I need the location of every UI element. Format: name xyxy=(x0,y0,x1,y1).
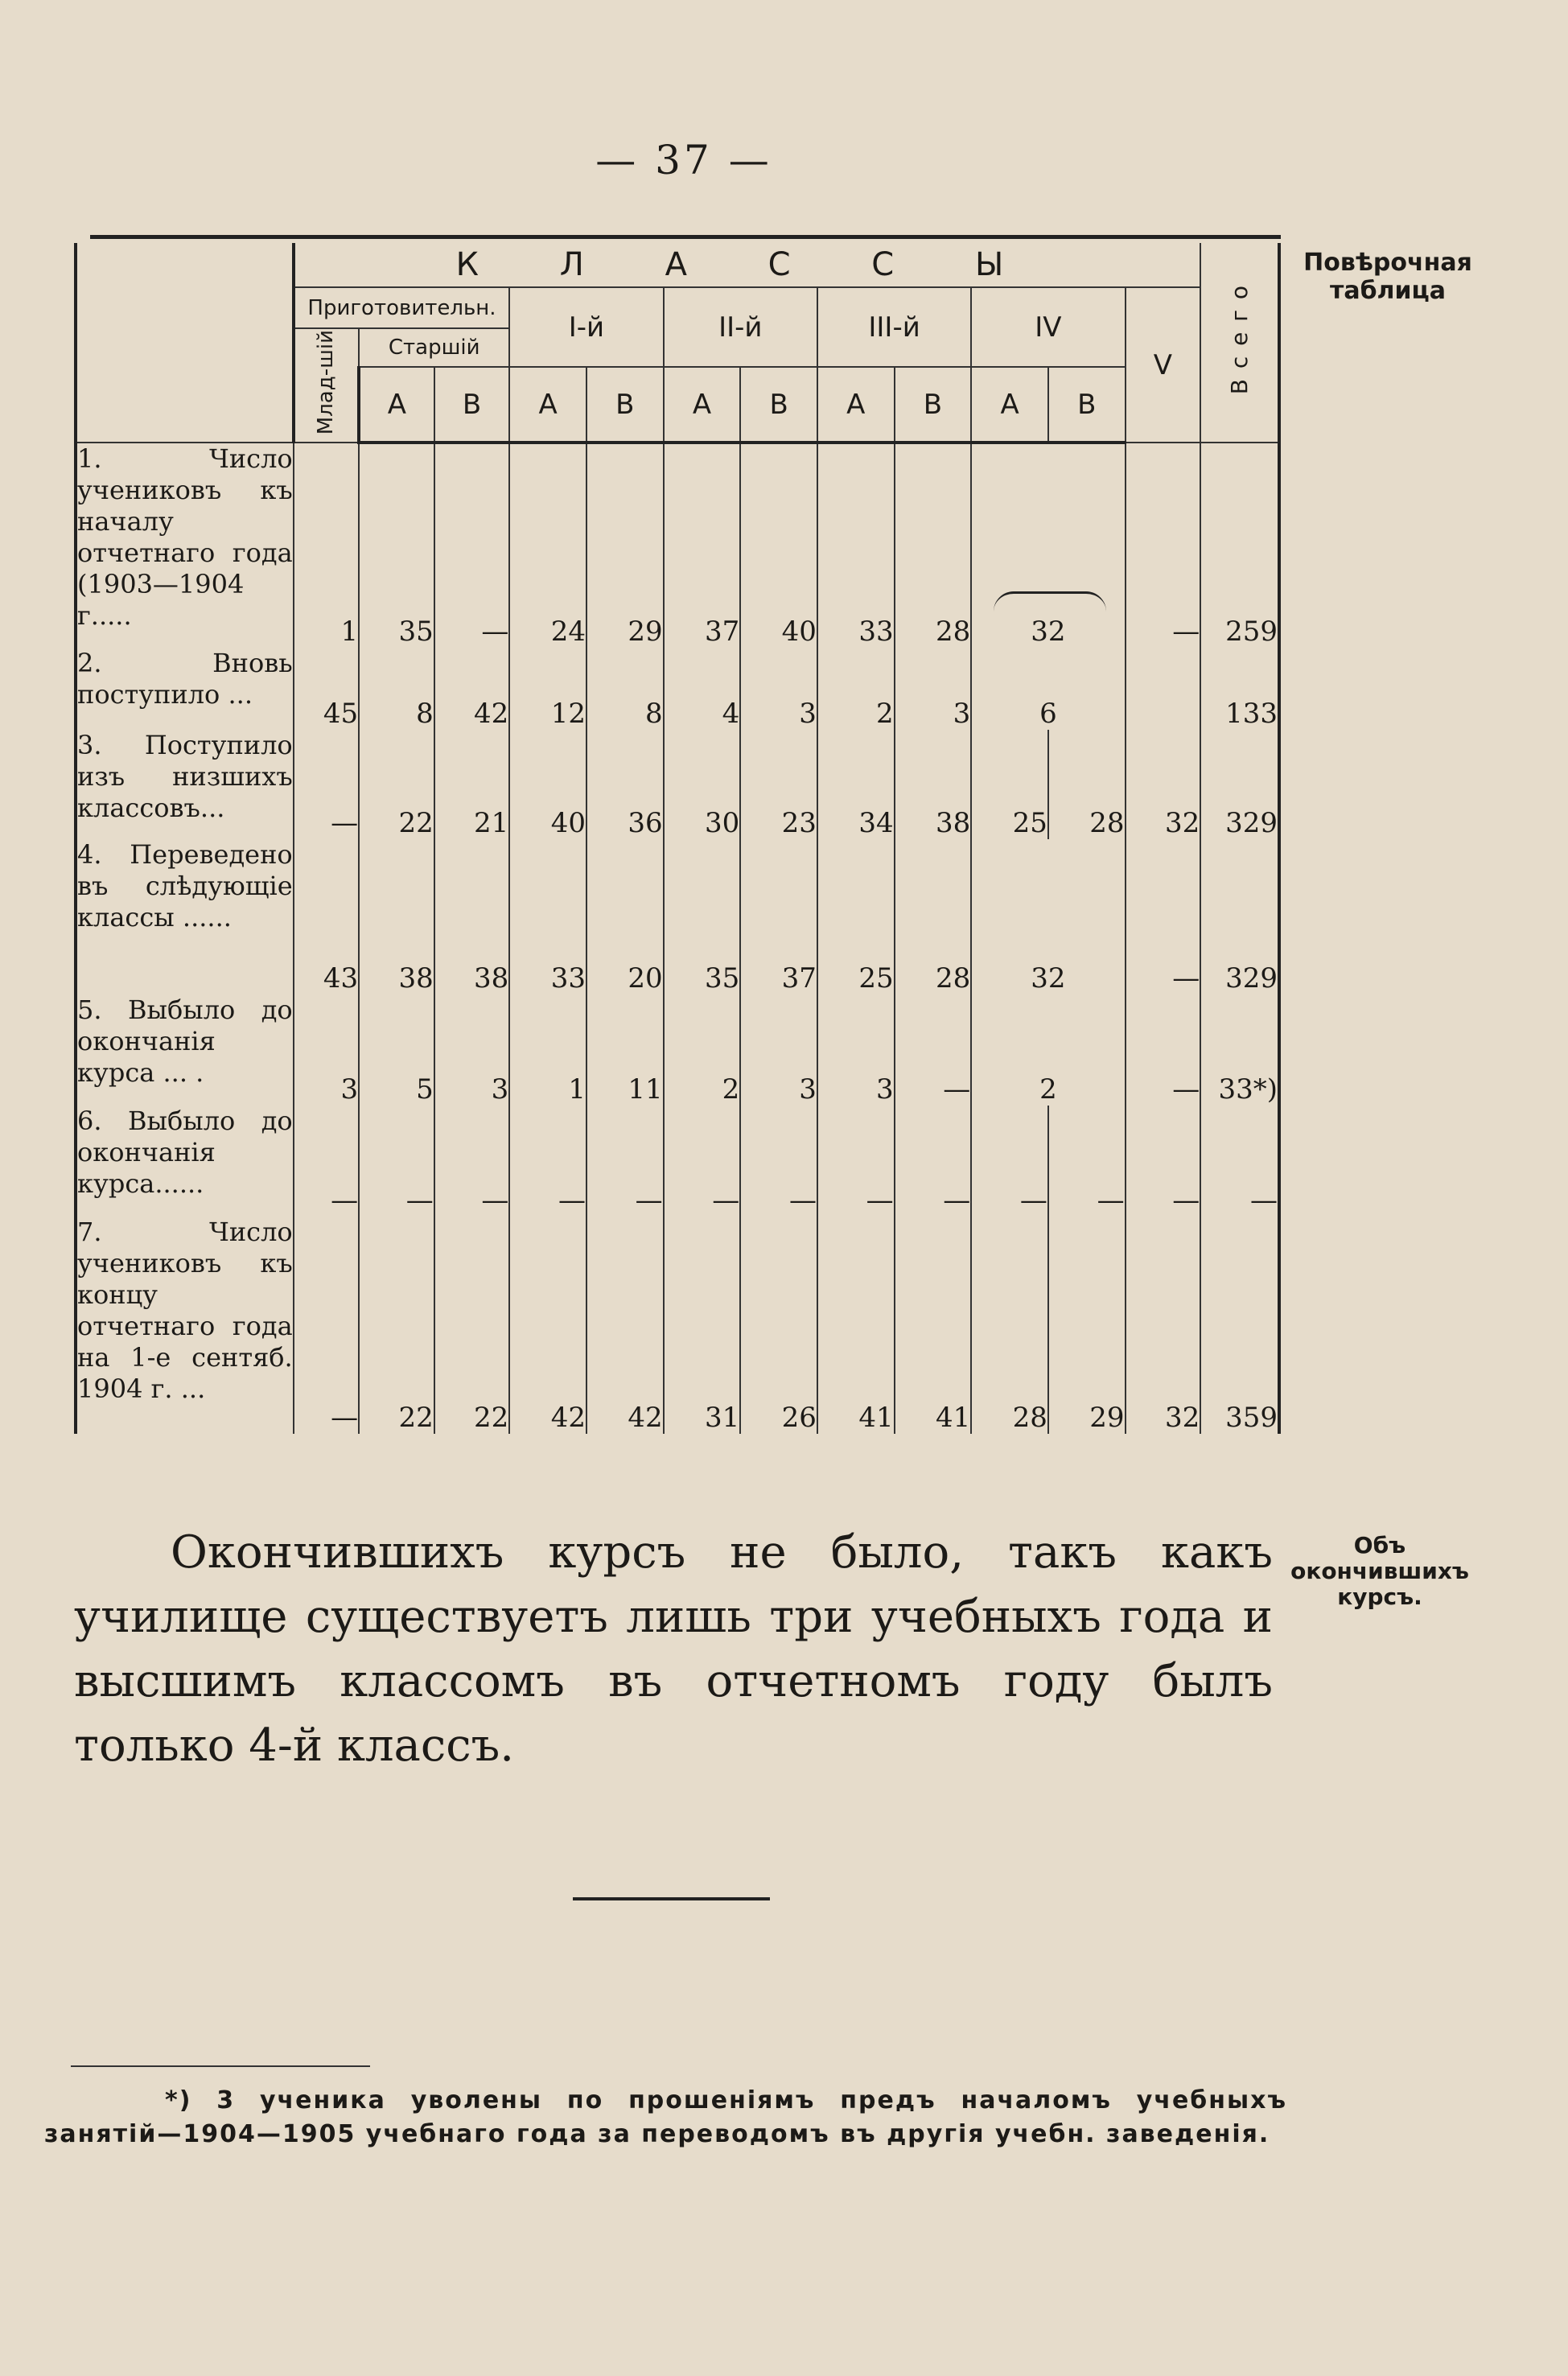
total-header xyxy=(1200,243,1279,443)
row-label: 3. Поступило изъ низшихъ классовъ... xyxy=(76,730,294,839)
total-header-label: В с е г о xyxy=(1226,284,1253,395)
cell-class4-a: — xyxy=(971,1106,1048,1217)
cell-senior-b: 38 xyxy=(434,839,510,995)
cell-junior: — xyxy=(294,730,359,839)
cell-senior-a: 35 xyxy=(359,443,434,648)
row-label: 1. Число учениковъ къ началу отчетнаго года (1903—1904 г..... xyxy=(76,443,294,648)
side-note-table: Повѣрочная таблица xyxy=(1303,249,1472,305)
table-row xyxy=(76,839,1279,995)
table-row xyxy=(76,994,1279,1106)
row-label: 2. Вновь поступило ... xyxy=(76,648,294,730)
section-divider xyxy=(573,1897,770,1900)
cell-junior: 43 xyxy=(294,839,359,995)
footnote-rule xyxy=(71,2065,370,2067)
cell-class1-b: 8 xyxy=(586,648,664,730)
cell-class3-b: 41 xyxy=(895,1217,972,1434)
junior-header-label: Млад-шій xyxy=(314,330,339,435)
table-row xyxy=(76,443,1279,648)
class3-b-header: В xyxy=(895,367,972,443)
cell-class3-a: 34 xyxy=(817,730,895,839)
class4-a-header: А xyxy=(971,367,1048,443)
klassy-header: К Л А С С Ы xyxy=(294,243,1201,287)
class5-header: V xyxy=(1126,287,1201,443)
cell-class2-a: 4 xyxy=(664,648,741,730)
row-label: 4. Переведено въ слѣдующіе классы ...... xyxy=(76,839,294,995)
senior-header: Старшій xyxy=(359,328,509,367)
cell-senior-b: — xyxy=(434,443,510,648)
cell-class3-a: 33 xyxy=(817,443,895,648)
cell-class3-a: 25 xyxy=(817,839,895,995)
cell-class1-b: 29 xyxy=(586,443,664,648)
side-note-graduates: Объ окончившихъ курсъ. xyxy=(1290,1532,1469,1611)
cell-senior-b: — xyxy=(434,1106,510,1217)
cell-senior-a: 22 xyxy=(359,1217,434,1434)
cell-senior-a: 22 xyxy=(359,730,434,839)
cell-class1-a: 42 xyxy=(509,1217,586,1434)
cell-class1-a: 33 xyxy=(509,839,586,995)
cell-class2-b: 37 xyxy=(740,839,817,995)
cell-senior-b: 22 xyxy=(434,1217,510,1434)
cell-class3-a: 41 xyxy=(817,1217,895,1434)
cell-total: 329 xyxy=(1200,839,1279,995)
cell-class4-a: 28 xyxy=(971,1217,1048,1434)
cell-class3-b: 38 xyxy=(895,730,972,839)
cell-total: 33*) xyxy=(1200,994,1279,1106)
cell-class2-b: 26 xyxy=(740,1217,817,1434)
cell-class1-a: 24 xyxy=(509,443,586,648)
cell-class2-b: 40 xyxy=(740,443,817,648)
prep-header: Приготовительн. xyxy=(294,287,510,328)
class2-a-header: А xyxy=(664,367,741,443)
cell-class1-b: 20 xyxy=(586,839,664,995)
cell-class4: 32 xyxy=(971,839,1125,995)
cell-class4: 2 xyxy=(971,994,1125,1106)
cell-senior-a: 38 xyxy=(359,839,434,995)
cell-class4-b: 29 xyxy=(1048,1217,1126,1434)
graduates-paragraph xyxy=(74,1521,1273,1778)
cell-class1-b: 42 xyxy=(586,1217,664,1434)
cell-total: 133 xyxy=(1200,648,1279,730)
cell-junior: 45 xyxy=(294,648,359,730)
class1-a-header: А xyxy=(509,367,586,443)
cell-class1-a: — xyxy=(509,1106,586,1217)
stub-header xyxy=(76,243,294,443)
cell-class4: 32 xyxy=(971,443,1125,648)
cell-class4-b: 28 xyxy=(1048,730,1126,839)
senior-b-header: В xyxy=(434,367,510,443)
cell-class4-b: — xyxy=(1048,1106,1126,1217)
cell-class1-a: 12 xyxy=(509,648,586,730)
class3-a-header: А xyxy=(817,367,895,443)
cell-class1-b: 36 xyxy=(586,730,664,839)
cell-class2-a: — xyxy=(664,1106,741,1217)
cell-class2-a: 30 xyxy=(664,730,741,839)
class1-b-header: В xyxy=(586,367,664,443)
cell-class3-a: — xyxy=(817,1106,895,1217)
table-row xyxy=(76,1217,1279,1434)
cell-total: 259 xyxy=(1200,443,1279,648)
cell-class3-b: 3 xyxy=(895,648,972,730)
cell-class2-b: 3 xyxy=(740,994,817,1106)
cell-class4-a: 25 xyxy=(971,730,1048,839)
cell-senior-b: 3 xyxy=(434,994,510,1106)
class2-header: II-й xyxy=(664,287,817,367)
cell-class3-b: 28 xyxy=(895,443,972,648)
footnote: *) 3 ученика уволены по прошеніямъ предъ началомъ учебныхъ занятій—1904—1905 учебнаго года за переводомъ въ другія учебн. заведенія. xyxy=(44,2086,1287,2148)
cell-junior: 3 xyxy=(294,994,359,1106)
class4-brace xyxy=(994,591,1106,612)
cell-senior-a: 8 xyxy=(359,648,434,730)
cell-class2-a: 37 xyxy=(664,443,741,648)
cell-class5: — xyxy=(1126,1106,1201,1217)
cell-class2-a: 31 xyxy=(664,1217,741,1434)
class1-header: I-й xyxy=(509,287,663,367)
cell-junior: — xyxy=(294,1106,359,1217)
cell-class5: — xyxy=(1126,839,1201,995)
cell-class5: 32 xyxy=(1126,1217,1201,1434)
cell-class2-b: 3 xyxy=(740,648,817,730)
cell-senior-a: — xyxy=(359,1106,434,1217)
cell-class2-b: — xyxy=(740,1106,817,1217)
cell-junior: — xyxy=(294,1217,359,1434)
cell-class3-b: 28 xyxy=(895,839,972,995)
row-label: 7. Число учениковъ къ концу отчетнаго года на 1-е сентяб. 1904 г. ... xyxy=(76,1217,294,1434)
class3-header: III-й xyxy=(817,287,971,367)
cell-class5: — xyxy=(1126,994,1201,1106)
cell-total: 329 xyxy=(1200,730,1279,839)
class4-b-header: В xyxy=(1048,367,1126,443)
table-row xyxy=(76,1106,1279,1217)
cell-class2-a: 2 xyxy=(664,994,741,1106)
cell-class3-a: 3 xyxy=(817,994,895,1106)
cell-class3-a: 2 xyxy=(817,648,895,730)
cell-class3-b: — xyxy=(895,1106,972,1217)
class2-b-header: В xyxy=(740,367,817,443)
cell-class4: 6 xyxy=(971,648,1125,730)
cell-senior-b: 42 xyxy=(434,648,510,730)
senior-a-header: А xyxy=(359,367,434,443)
row-label: 5. Выбыло до окончанія курса ... . xyxy=(76,994,294,1106)
table-row xyxy=(76,648,1279,730)
cell-class3-b: — xyxy=(895,994,972,1106)
class4-header: IV xyxy=(971,287,1125,367)
cell-class1-b: 11 xyxy=(586,994,664,1106)
cell-total: 359 xyxy=(1200,1217,1279,1434)
table-row xyxy=(76,730,1279,839)
statistics-table xyxy=(74,243,1281,1434)
cell-class5 xyxy=(1126,648,1201,730)
row-label: 6. Выбыло до окончанія курса...... xyxy=(76,1106,294,1217)
cell-class2-b: 23 xyxy=(740,730,817,839)
cell-class5: — xyxy=(1126,443,1201,648)
cell-class1-a: 40 xyxy=(509,730,586,839)
page-number: — 37 — xyxy=(595,137,772,183)
cell-junior: 1 xyxy=(294,443,359,648)
cell-senior-b: 21 xyxy=(434,730,510,839)
cell-total: — xyxy=(1200,1106,1279,1217)
cell-class5: 32 xyxy=(1126,730,1201,839)
cell-class1-b: — xyxy=(586,1106,664,1217)
cell-class1-a: 1 xyxy=(509,994,586,1106)
cell-senior-a: 5 xyxy=(359,994,434,1106)
junior-header xyxy=(294,328,359,443)
paragraph-text: Окончившихъ курсъ не было, такъ какъ училище существуетъ лишь три учебныхъ года и высшимъ классомъ въ отчетномъ году былъ только 4-й классъ. xyxy=(74,1526,1273,1772)
table-top-rule xyxy=(90,235,1281,239)
cell-class2-a: 35 xyxy=(664,839,741,995)
